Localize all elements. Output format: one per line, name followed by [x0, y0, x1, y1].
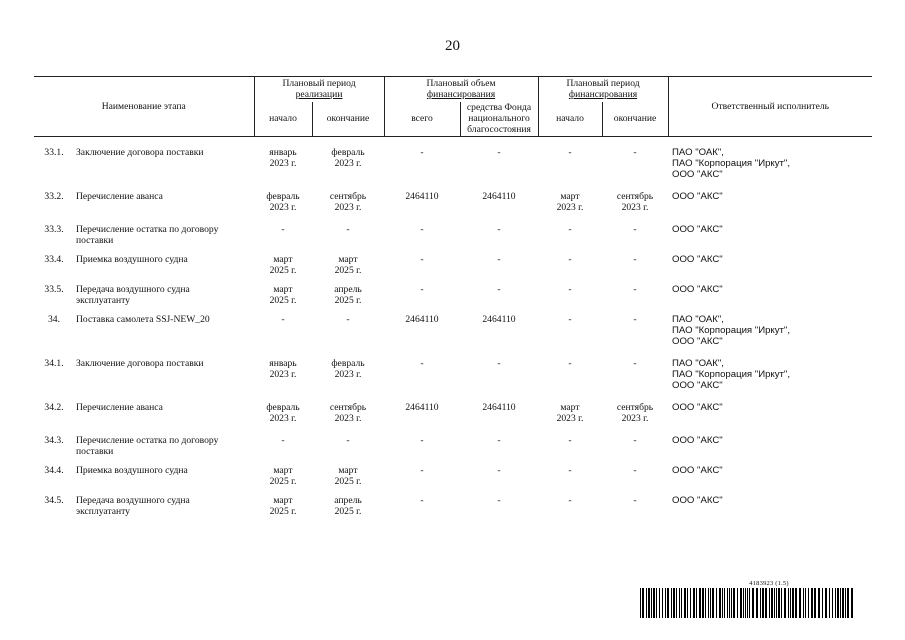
row-responsible: ООО "АКС": [672, 254, 723, 265]
row-start: -: [281, 435, 285, 446]
table-row: [34, 465, 872, 495]
header-planned-volume: Плановый объем финансирования: [384, 77, 538, 102]
header-planned-period: Плановый период реализации: [254, 77, 384, 102]
row-end: март 2025 г.: [334, 254, 362, 276]
row-financing-end: -: [633, 254, 637, 265]
row-total: -: [420, 224, 424, 235]
row-fund: -: [497, 435, 501, 446]
row-number: 33.3.: [44, 224, 64, 235]
row-start: март 2025 г.: [269, 284, 297, 306]
row-number: 34.1.: [44, 358, 64, 369]
row-number: 34.2.: [44, 402, 64, 413]
header-stage-name: Наименование этапа: [34, 77, 254, 137]
row-fund: 2464110: [482, 314, 516, 325]
row-financing-end: -: [633, 358, 637, 369]
row-financing-start: -: [568, 147, 572, 158]
row-stage-name: Передача воздушного судна эксплуатанту: [76, 495, 190, 517]
row-number: 33.2.: [44, 191, 64, 202]
row-responsible: ПАО "ОАК", ПАО "Корпорация "Иркут", ООО "АКС": [672, 314, 790, 347]
row-total: -: [420, 495, 424, 506]
row-responsible: ООО "АКС": [672, 402, 723, 413]
table-row: [34, 191, 872, 224]
row-end: -: [346, 435, 350, 446]
row-financing-end: сентябрь 2023 г.: [616, 402, 654, 424]
row-responsible: ООО "АКС": [672, 284, 723, 295]
row-fund: -: [497, 224, 501, 235]
header-end2: окончание: [602, 102, 668, 137]
row-number: 34.3.: [44, 435, 64, 446]
header-total: всего: [384, 102, 460, 137]
row-number: 34.5.: [44, 495, 64, 506]
header-responsible: Ответственный исполнитель: [668, 77, 872, 137]
row-start: февраль 2023 г.: [266, 402, 300, 424]
row-financing-end: -: [633, 435, 637, 446]
table-row: [34, 284, 872, 314]
row-financing-start: -: [568, 284, 572, 295]
table-row: [34, 314, 872, 358]
row-end: сентябрь 2023 г.: [329, 191, 367, 213]
table-body: [34, 147, 872, 525]
row-stage-name: Заключение договора поставки: [76, 147, 204, 158]
page-number: 20: [445, 38, 460, 54]
row-fund: -: [497, 358, 501, 369]
row-financing-end: сентябрь 2023 г.: [616, 191, 654, 213]
row-financing-start: -: [568, 435, 572, 446]
row-financing-start: -: [568, 495, 572, 506]
row-number: 34.: [48, 314, 60, 325]
row-number: 33.4.: [44, 254, 64, 265]
row-financing-end: -: [633, 495, 637, 506]
header-start: начало: [254, 102, 312, 137]
row-financing-end: -: [633, 284, 637, 295]
table-row: [34, 358, 872, 402]
row-total: -: [420, 465, 424, 476]
row-total: -: [420, 254, 424, 265]
row-total: -: [420, 147, 424, 158]
row-financing-start: март 2023 г.: [556, 402, 584, 424]
row-total: -: [420, 358, 424, 369]
row-total: -: [420, 435, 424, 446]
row-end: апрель 2025 г.: [334, 495, 362, 517]
row-stage-name: Передача воздушного судна эксплуатанту: [76, 284, 190, 306]
row-start: -: [281, 314, 285, 325]
row-responsible: ПАО "ОАК", ПАО "Корпорация "Иркут", ООО "АКС": [672, 358, 790, 391]
row-responsible: ПАО "ОАК", ПАО "Корпорация "Иркут", ООО "АКС": [672, 147, 790, 180]
row-fund: 2464110: [482, 191, 516, 202]
row-fund: -: [497, 465, 501, 476]
row-financing-start: -: [568, 358, 572, 369]
row-number: 33.1.: [44, 147, 64, 158]
row-start: март 2025 г.: [269, 254, 297, 276]
row-stage-name: Поставка самолета SSJ-NEW_20: [76, 314, 210, 325]
row-number: 34.4.: [44, 465, 64, 476]
row-financing-start: -: [568, 465, 572, 476]
barcode: [640, 580, 858, 618]
table-row: [34, 224, 872, 254]
row-start: март 2025 г.: [269, 495, 297, 517]
row-end: -: [346, 314, 350, 325]
row-responsible: ООО "АКС": [672, 495, 723, 506]
row-start: январь 2023 г.: [269, 358, 297, 380]
header-financing-period: Плановый период финансирования: [538, 77, 668, 102]
row-fund: -: [497, 147, 501, 158]
row-responsible: ООО "АКС": [672, 435, 723, 446]
table-row: [34, 495, 872, 525]
row-stage-name: Перечисление аванса: [76, 191, 163, 202]
row-number: 33.5.: [44, 284, 64, 295]
row-financing-start: -: [568, 314, 572, 325]
table-row: [34, 402, 872, 435]
header-fund: средства Фонда национального благосостояния: [460, 102, 538, 137]
row-financing-start: март 2023 г.: [556, 191, 584, 213]
row-total: 2464110: [405, 402, 439, 413]
table-header: [34, 76, 872, 137]
row-stage-name: Перечисление остатка по договору поставки: [76, 224, 219, 246]
row-total: 2464110: [405, 314, 439, 325]
row-responsible: ООО "АКС": [672, 224, 723, 235]
row-financing-end: -: [633, 465, 637, 476]
row-end: -: [346, 224, 350, 235]
row-end: февраль 2023 г.: [331, 147, 365, 169]
row-fund: -: [497, 284, 501, 295]
row-responsible: ООО "АКС": [672, 465, 723, 476]
row-fund: -: [497, 254, 501, 265]
row-start: январь 2023 г.: [269, 147, 297, 169]
row-total: -: [420, 284, 424, 295]
table-row: [34, 254, 872, 284]
table-row: [34, 435, 872, 465]
header-start2: начало: [538, 102, 602, 137]
row-financing-end: -: [633, 147, 637, 158]
barcode-bars: [640, 588, 858, 618]
header-end: окончание: [312, 102, 384, 137]
row-responsible: ООО "АКС": [672, 191, 723, 202]
table-row: [34, 147, 872, 191]
row-stage-name: Приемка воздушного судна: [76, 465, 188, 476]
row-start: -: [281, 224, 285, 235]
row-total: 2464110: [405, 191, 439, 202]
row-end: март 2025 г.: [334, 465, 362, 487]
row-stage-name: Перечисление остатка по договору поставки: [76, 435, 219, 457]
row-stage-name: Перечисление аванса: [76, 402, 163, 413]
row-end: апрель 2025 г.: [334, 284, 362, 306]
row-start: февраль 2023 г.: [266, 191, 300, 213]
row-fund: 2464110: [482, 402, 516, 413]
row-financing-end: -: [633, 314, 637, 325]
row-financing-start: -: [568, 224, 572, 235]
row-fund: -: [497, 495, 501, 506]
row-financing-end: -: [633, 224, 637, 235]
row-end: сентябрь 2023 г.: [329, 402, 367, 424]
row-start: март 2025 г.: [269, 465, 297, 487]
row-financing-start: -: [568, 254, 572, 265]
row-stage-name: Заключение договора поставки: [76, 358, 204, 369]
row-stage-name: Приемка воздушного судна: [76, 254, 188, 265]
barcode-label: 4183923 (1.5): [749, 580, 789, 587]
row-end: февраль 2023 г.: [331, 358, 365, 380]
